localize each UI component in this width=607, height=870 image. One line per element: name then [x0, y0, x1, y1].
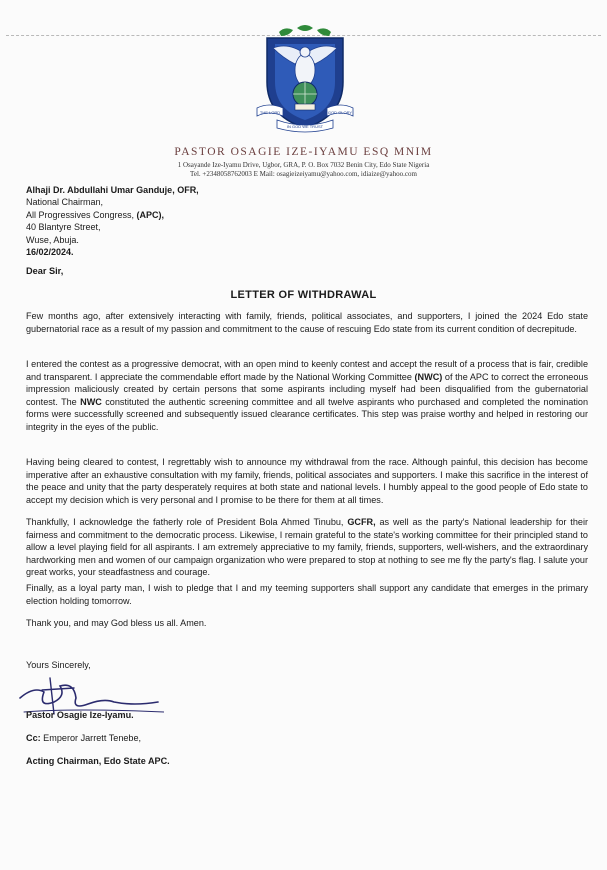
salutation: Dear Sir, — [26, 266, 64, 276]
cc-title: Acting Chairman, Edo State APC. — [26, 756, 170, 766]
letter-date: 16/02/2024. — [26, 247, 74, 258]
crest-banner-right-text: GOD GLORY — [327, 110, 353, 115]
body-paragraph-5: Finally, as a loyal party man, I wish to pledge that I and my teeming supporters shall support any candidate that emerges in the primary election holding tomorrow. — [26, 583, 588, 606]
recipient-organization — [26, 209, 199, 221]
cc-label: Cc: — [26, 733, 41, 743]
p2-text-c: constituted the authentic screening committee and all twelve aspirants who purchased and completed the nomination forms were successfully screened and subsequently issued clearance certificates. This step was praise worthy and helped in restoring our integrity in the eyes of the public. — [26, 396, 589, 432]
recipient-title: National Chairman, — [26, 197, 104, 208]
closing: Yours Sincerely, — [26, 660, 91, 670]
cc-line — [26, 733, 141, 743]
letterhead-name: PASTOR OSAGIE IZE-IYAMU ESQ MNIM — [174, 146, 433, 158]
recipient-city: Wuse, Abuja. — [26, 234, 79, 245]
eagle-crest-logo — [249, 24, 361, 136]
crest-banner-left-text: THE LORD — [259, 110, 281, 115]
crest-banner-bottom-text: IN GOD WE TRUST — [286, 124, 324, 129]
recipient-org-abbr: (APC), — [136, 209, 165, 220]
body-paragraph-4 — [26, 516, 588, 579]
signer-name: Pastor Osagie Ize-Iyamu. — [26, 710, 134, 720]
cc-name: Emperor Jarrett Tenebe, — [40, 733, 142, 743]
p2-text-a: I entered the contest as a progressive democrat, with an open mind to keenly contest and accept the result of a process that is fair, credible and transparent. I appreciate the commendable effort made by the National Working Committee — [26, 359, 588, 382]
recipient-street: 40 Blantyre Street, — [26, 222, 101, 233]
p2-text-b: of the APC to correct the erroneous impression maliciously created by certain persons that some aspirants including myself had been disqualified from the gubernatorial contest. The — [26, 371, 588, 407]
p2-nwc-bold: NWC — [80, 396, 102, 407]
body-paragraph-3: Having being cleared to contest, I regrettably wish to announce my withdrawal from the race. Although painful, this decision has become imperative after an exhaustive consultation with my family, friends, political associates and supporters. I make this sacrifice in the interest of the peace and unity that the party desperately requires at both state and national levels. I humbly appeal to the good people of Edo state to accept my decision which is very personal and I promise to be there for them at all times. — [26, 457, 588, 505]
body-paragraph-1: Few months ago, after extensively interacting with family, friends, political associates, and supporters, I joined the 2024 Edo state gubernatorial race as a result of my passion and commitment to the cause of rescuing Edo state from its current condition of decrepitude. — [26, 311, 588, 334]
body-paragraph-6: Thank you, and may God bless us all. Amen. — [26, 618, 207, 628]
recipient-name: Alhaji Dr. Abdullahi Umar Ganduje, OFR, — [26, 185, 199, 195]
letter-subject: LETTER OF WITHDRAWAL — [230, 289, 377, 301]
p2-nwc-abbr: (NWC) — [414, 371, 443, 382]
p4-gcfr: GCFR, — [347, 517, 376, 527]
p4-text-b: as well as the party's National leadership for their fairness and commitment to the democratic process. Likewise, I remain grateful to the state's working committee for their principled stand to allow a level playing field for all aspirants. I am extremely appreciative to my family, friends, supporters, well-wishers, and the extraordinary hardworking men and women of our campaign organization who were prepared to stop at nothing to see me fly the party's flag. I salute your great works, your steadfastness and courage. — [26, 517, 588, 578]
recipient-block — [26, 184, 199, 258]
letterhead-address: 1 Osayande Ize-Iyamu Drive, Ugbor, GRA, P. O. Box 7032 Benin City, Edo State Nigeria — [177, 161, 430, 169]
recipient-org-name: All Progressives Congress, — [26, 209, 137, 220]
body-paragraph-2 — [26, 358, 588, 434]
letterhead-contact: Tel. +2348058762003 E Mail: osagieizeiyamu@yahoo.com, idiaize@yahoo.com — [190, 170, 417, 178]
p4-text-a: Thankfully, I acknowledge the fatherly role of President Bola Ahmed Tinubu, — [26, 517, 348, 527]
